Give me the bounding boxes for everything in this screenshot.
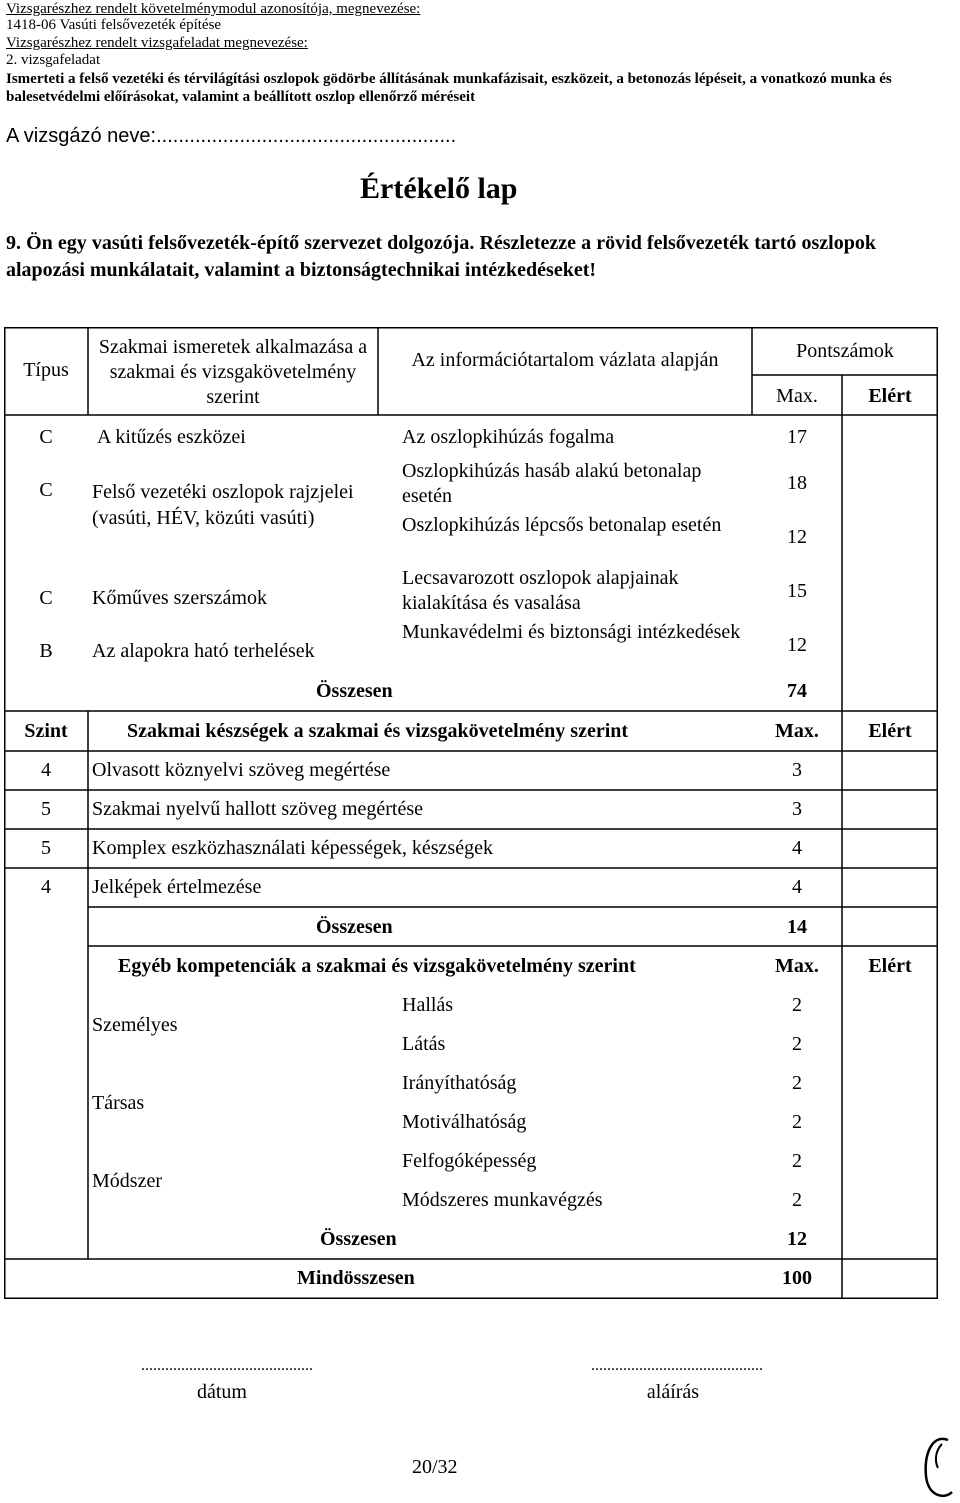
col-max-header: Max. [775,955,819,977]
max-cell: 3 [792,798,802,820]
knowledge-cell: Kőműves szerszámok [92,587,267,609]
col-type-header: Típus [23,359,69,381]
max-cell: 2 [792,1189,802,1211]
date-label: dátum [197,1381,247,1403]
task-desc-line1: Ismerteti a felső vezetéki és térvilágítási oszlopok gödörbe állításának munkafázisait, eszközeit, a betonozás lépéseit, a vonatkozó munka és [6,71,892,87]
col-info-header: Az információtartalom vázlata alapján [411,349,719,371]
max-cell: 12 [787,634,807,656]
handwritten-mark [918,1432,958,1502]
info-cell: Az oszlopkihúzás fogalma [402,426,615,448]
skill-cell: Szakmai nyelvű hallott szöveg megértése [92,798,424,820]
col-points-header: Pontszámok [796,340,894,362]
max-cell: 15 [787,580,807,602]
col-achieved-header: Elért [868,955,912,977]
col-knowledge-header: Szakmai ismeretek alkalmazása a szakmai és vizsgakövetelmény szerint [98,336,368,408]
page-title: Értékelő lap [360,172,518,205]
knowledge-cell: Az alapokra ható terhelések [92,640,315,662]
level-cell: 4 [41,876,51,898]
competency-item: Felfogóképesség [402,1150,537,1172]
max-cell: 2 [792,1111,802,1133]
grand-total-max: 100 [782,1267,812,1289]
page-number: 20/32 [412,1456,458,1478]
competency-item: Irányíthatóság [402,1072,517,1094]
task-number: 2. vizsgafeladat [6,52,101,68]
knowledge-cell: Felső vezetéki oszlopok rajzjelei (vasúti, HÉV, közúti vasúti) [92,481,354,529]
competency-item: Látás [402,1033,446,1055]
section3-total-label: Összesen [320,1228,397,1250]
max-cell: 17 [787,426,807,448]
signature-dots: ........................................... [591,1357,763,1374]
skill-cell: Komplex eszközhasználati képességek, készségek [92,837,493,859]
competency-group: Társas [92,1092,145,1114]
date-dots: ........................................... [141,1357,313,1374]
task-desc-line2: balesetvédelmi előírásokat, valamint a beállított oszlop ellenőrző méréseit [6,89,476,105]
max-cell: 2 [792,1072,802,1094]
module-label: Vizsgarészhez rendelt követelménymodul azonosítója, megnevezése: [6,1,421,17]
type-cell: B [39,640,53,662]
task-statement: 9. Ön egy vasúti felsővezeték-építő szervezet dolgozója. Részletezze a rövid felsővezeték tartó oszlopok alapozási munkálatait, valamint a biztonságtechnikai intézkedéseket! [6,232,876,281]
max-cell: 2 [792,1033,802,1055]
competency-group: Módszer [92,1170,162,1192]
max-cell: 12 [787,526,807,548]
type-cell: C [39,587,53,609]
info-cell: Oszlopkihúzás hasáb alakú betonalap esetén [402,460,702,507]
max-cell: 3 [792,759,802,781]
col-achieved-header: Elért [868,385,912,407]
max-cell: 2 [792,1150,802,1172]
competency-item: Hallás [402,994,454,1016]
info-cell: Oszlopkihúzás lépcsős betonalap esetén [402,514,722,536]
student-name-line: A vizsgázó neve:...................................................... [6,125,457,147]
max-cell: 4 [792,837,802,859]
section3-total-max: 12 [787,1228,807,1250]
competency-item: Motiválhatóság [402,1111,527,1133]
type-cell: C [39,479,53,501]
skill-cell: Olvasott köznyelvi szöveg megértése [92,759,391,781]
task-label: Vizsgarészhez rendelt vizsgafeladat megnevezése: [6,35,308,51]
competency-item: Módszeres munkavégzés [402,1189,603,1211]
module-name: 1418-06 Vasúti felsővezeték építése [6,17,222,33]
competency-group: Személyes [92,1014,178,1036]
info-cell: Munkavédelmi és biztonsági intézkedések [402,621,741,643]
knowledge-cell: A kitűzés eszközei [97,426,246,448]
skill-cell: Jelképek értelmezése [92,876,262,898]
level-cell: 5 [41,837,51,859]
col-level-header: Szint [24,720,68,742]
level-cell: 5 [41,798,51,820]
evaluation-table [4,327,938,1299]
section2-total-max: 14 [787,916,807,938]
col-max-header: Max. [776,385,818,407]
max-cell: 4 [792,876,802,898]
other-competencies-header: Egyéb kompetenciák a szakmai és vizsgakövetelmény szerint [118,955,636,977]
section1-total-max: 74 [787,680,807,702]
max-cell: 18 [787,472,807,494]
col-achieved-header: Elért [868,720,912,742]
signature-label: aláírás [646,1381,700,1403]
section2-total-label: Összesen [316,916,393,938]
section1-total-label: Összesen [316,680,393,702]
type-cell: C [39,426,53,448]
level-cell: 4 [41,759,51,781]
info-cell: Lecsavarozott oszlopok alapjainak kialakítása és vasalása [402,567,679,614]
col-max-header: Max. [775,720,819,742]
max-cell: 2 [792,994,802,1016]
col-skills-header: Szakmai készségek a szakmai és vizsgakövetelmény szerint [127,720,629,742]
grand-total-label: Mindösszesen [297,1267,415,1289]
